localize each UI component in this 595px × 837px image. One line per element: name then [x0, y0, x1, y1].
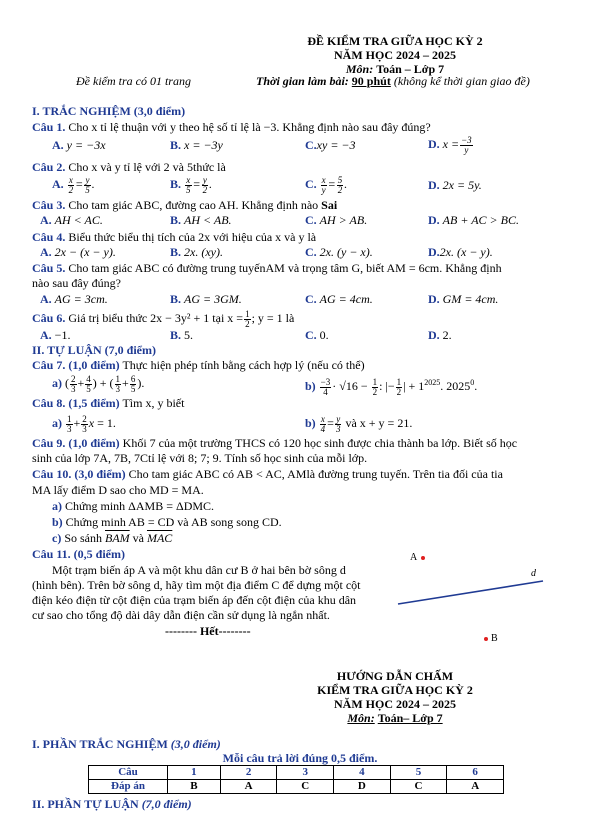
answer-q-cell: 1 [168, 766, 221, 780]
q2-option-d: D. 2x = 5y. [428, 178, 482, 192]
q3-option-a: A. AH < AC. [40, 213, 103, 227]
q1-label: Câu 1. [32, 120, 66, 134]
q6-text: Câu 6. Giá trị biểu thức 2x − 3y² + 1 tại x = $\frac{1}{2}$ ; y = 1 là [32, 308, 295, 329]
figure-label-d: d [531, 568, 536, 579]
q3-text: Câu 3. Cho tam giác ABC, đường cao AH. Khẳng định nào Sai [32, 198, 338, 212]
q5-text-2: nào sau đây đúng? [32, 276, 121, 290]
figure-label-b: B [491, 633, 498, 644]
q1-option-b: B. x = −3y [170, 138, 223, 152]
q3-option-c: C. AH > AB. [305, 213, 368, 227]
answer-q-cell: 6 [447, 766, 504, 780]
q1-option-a: A. y = −3x [52, 138, 106, 152]
q6-option-c: C. 0. [305, 328, 329, 342]
q2-option-a: A. $\frac{x}{2}$ = $\frac{y}{5}$ . [52, 174, 95, 195]
answer-cell: D [334, 780, 391, 794]
figure-label-a: A [410, 552, 418, 563]
q10-part-a: a) Chứng minh ΔAMB = ΔDMC. [52, 499, 215, 513]
answer-row-label: Đáp án [89, 780, 168, 794]
q10-part-b: b) Chứng minh AB = CD và AB song song CD. [52, 515, 282, 529]
river-line-d [395, 578, 545, 608]
time-label: Thời gian làm bài: [256, 74, 349, 88]
answer-cell: A [447, 780, 504, 794]
q7-text: Câu 7. (1,0 điểm) Thực hiện phép tính bằng cách hợp lý (nếu có thể) [32, 358, 365, 372]
q10-text-2: MA lấy điểm D sao cho MD = MA. [32, 483, 204, 497]
q5-text: Câu 5. Cho tam giác ABC có đường trung tuyếnAM và trọng tâm G, biết AM = 6cm. Khẳng định [32, 261, 502, 275]
q5-option-d: D. GM = 4cm. [428, 292, 499, 306]
part2-heading: II. TỰ LUẬN (7,0 điểm) [32, 343, 157, 357]
q1-option-c: C.xy = −3 [305, 138, 356, 152]
answer-cell: C [390, 780, 447, 794]
answer-row-questions [89, 766, 504, 780]
q1-text [32, 120, 431, 134]
answer-subject: Môn: Toán– Lớp 7 [347, 711, 443, 725]
answer-part1-heading: I. PHẦN TRẮC NGHIỆM (3,0 điểm) [32, 737, 221, 751]
q4-option-c: C. 2x. (y − x). [305, 245, 373, 259]
q9-text: Câu 9. (1,0 điểm) Khối 7 của một trường THCS có 120 học sinh được chia thành ba lớp. Biết số học [32, 436, 518, 450]
point-b [484, 637, 488, 641]
subject-value: Toán – Lớp 7 [376, 62, 445, 76]
q2-stem: Cho x và y tỉ lệ với 2 và 5thức là [68, 160, 226, 174]
answer-q-cell: 2 [220, 766, 277, 780]
q5-option-b: B. AG = 3GM. [170, 292, 242, 306]
point-a [421, 556, 425, 560]
q8-text: Câu 8. (1,5 điểm) Tìm x, y biết [32, 396, 185, 410]
q11-line-2: (hình bên). Trên bờ sông d, hãy tìm một địa điểm C để dựng một cột [32, 578, 361, 592]
q4-option-a: A. 2x − (x − y). [40, 245, 116, 259]
page-count: Đề kiểm tra có 01 trang [76, 74, 191, 88]
q3-option-b: B. AH < AB. [170, 213, 232, 227]
q7-part-b: b) $\frac{-3}{4}$ · √16 − $\frac{1}{2}$ : |− $\frac{1}{2}$ | + $1^{2025}$. 2025$^0$. [305, 376, 478, 397]
part1-heading: I. TRẮC NGHIỆM (3,0 điểm) [32, 104, 186, 118]
q5-option-a: A. AG = 3cm. [40, 292, 108, 306]
q1-option-d: D. x = $\frac{-3}{y}$ [428, 134, 472, 155]
q4-option-b: B. 2x. (xy). [170, 245, 223, 259]
answer-q-cell: 4 [334, 766, 391, 780]
q3-option-d: D. AB + AC > BC. [428, 213, 519, 227]
q2-text [32, 160, 226, 174]
q3-keyword-sai: Sai [321, 198, 338, 212]
q11-line-1: Một trạm biến áp A và một khu dân cư B ở hai bên bờ sông d [52, 563, 346, 577]
exam-title: ĐỀ KIỂM TRA GIỮA HỌC KỲ 2 [307, 34, 483, 48]
answer-q-cell: 5 [390, 766, 447, 780]
answer-row-label: Câu [89, 766, 168, 780]
end-marker: -------- Hết-------- [165, 624, 251, 638]
exam-year: NĂM HỌC 2024 – 2025 [334, 48, 456, 62]
q2-option-c: C. $\frac{x}{y}$ = $\frac{5}{2}$ . [305, 174, 348, 195]
answer-cell: B [168, 780, 221, 794]
q4-text: Câu 4. Biểu thức biểu thị tích của 2x với hiệu của x và y là [32, 230, 317, 244]
answer-year: NĂM HỌC 2024 – 2025 [334, 697, 456, 711]
q7-part-a: a) ( $\frac{2}{3}$ + $\frac{4}{5}$ ) + ( $\frac{1}{3}$ + $\frac{6}{5}$ ). [52, 373, 145, 394]
q2-label: Câu 2. [32, 160, 66, 174]
answer-table [88, 765, 504, 794]
q6-option-d: D. 2. [428, 328, 452, 342]
q6-option-a: A. −1. [40, 328, 71, 342]
q5-option-c: C. AG = 4cm. [305, 292, 373, 306]
q11-line-3: điện kéo điện từ cột điện của trạm biến áp đến cột điện của khu dân [32, 593, 357, 607]
q11-line-4: cư sao cho tổng độ dài dây dẫn điện cần sử dụng là ngắn nhất. [32, 608, 330, 622]
answer-row-answers [89, 780, 504, 794]
q6-option-b: B. 5. [170, 328, 194, 342]
q1-stem: Cho x tỉ lệ thuận với y theo hệ số tỉ lệ là −3. Khẳng định nào sau đây đúng? [68, 120, 431, 134]
q4-option-d: D.2x. (x − y). [428, 245, 493, 259]
q2-option-b: B. $\frac{x}{5}$ = $\frac{y}{2}$ . [170, 174, 213, 195]
answer-cell: A [220, 780, 277, 794]
q10-text: Câu 10. (3,0 điểm) Cho tam giác ABC có AB < AC, AMlà đường trung tuyến. Trên tia đối của tia [32, 467, 503, 481]
q11-label: Câu 11. (0,5 điểm) [32, 547, 125, 561]
answer-title-2: KIỂM TRA GIỮA HỌC KỲ 2 [317, 683, 473, 697]
answer-part2-heading: II. PHẦN TỰ LUẬN (7,0 điểm) [32, 797, 192, 811]
q9-text-2: sinh của lớp 7A, 7B, 7Ctỉ lệ với 8; 7; 9. Tính số học sinh của mỗi lớp. [32, 451, 368, 465]
answer-q-cell: 3 [277, 766, 334, 780]
q8-part-b: b) $\frac{x}{4}$ = $\frac{y}{3}$ và x + y = 21. [305, 413, 413, 434]
answer-note: Mỗi câu trả lời đúng 0,5 điểm. [222, 751, 378, 765]
time-info [256, 74, 530, 88]
time-note: (không kể thời gian giao đề) [393, 74, 530, 88]
q8-part-a: a) $\frac{1}{3}$ + $\frac{2}{3}$ x = 1. [52, 413, 116, 434]
time-value: 90 phút [351, 74, 391, 88]
answer-title: HƯỚNG DẪN CHẤM [336, 669, 454, 683]
answer-cell: C [277, 780, 334, 794]
subject-label: Môn: [345, 62, 374, 76]
q10-part-c: c) So sánh $\overline{BAM}$ và $\overline{MAC}$ [52, 531, 173, 545]
